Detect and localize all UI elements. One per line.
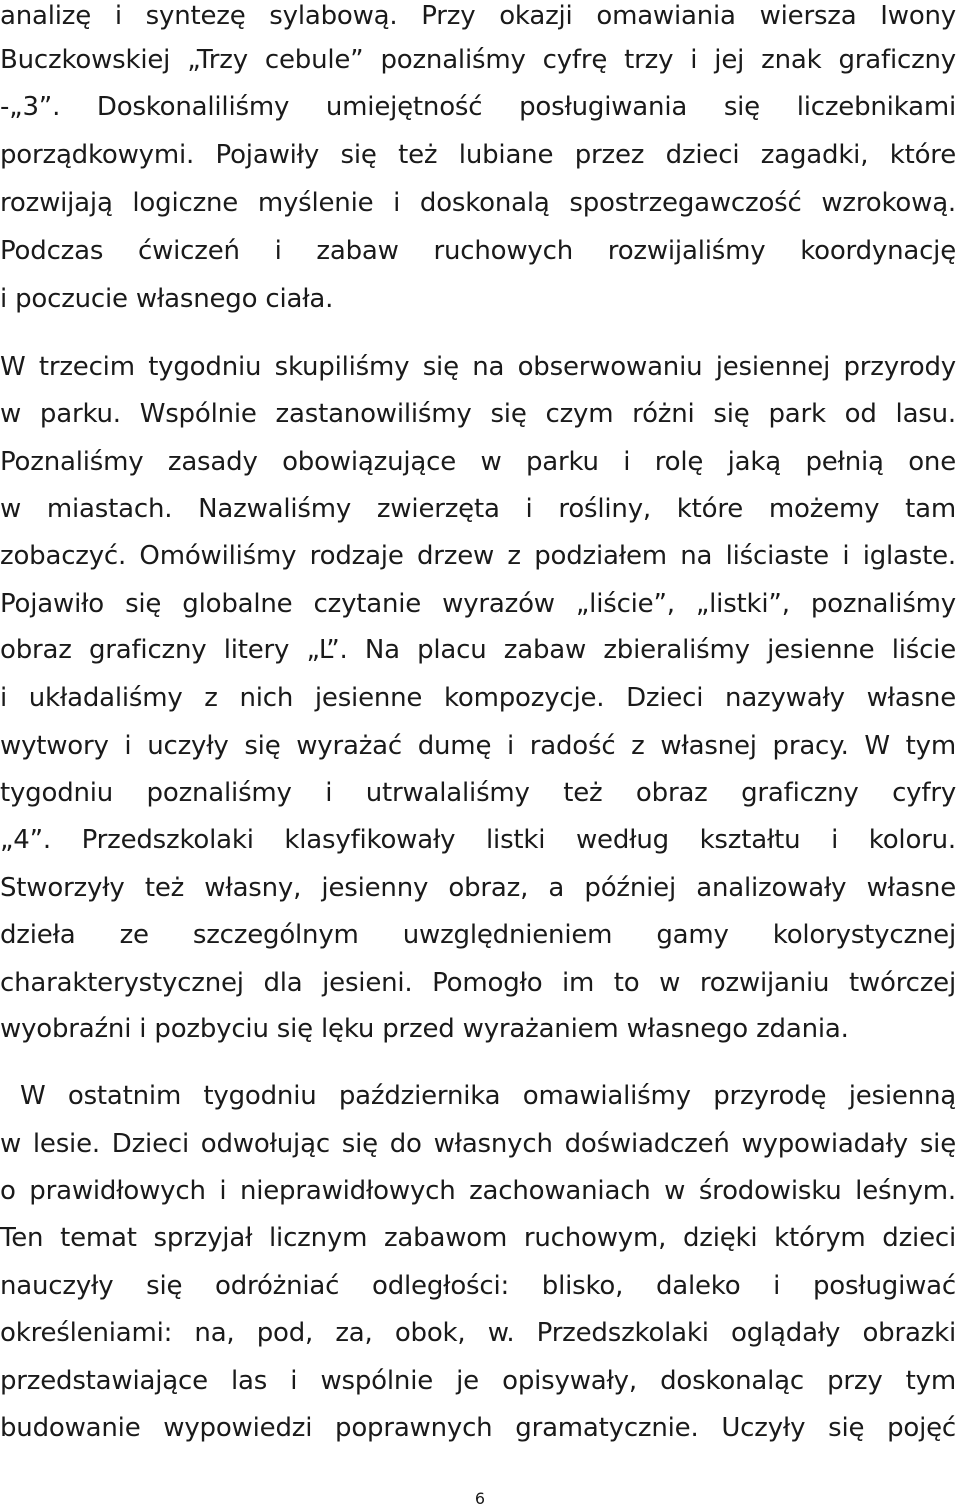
text-line: Ten temat sprzyjał licznym zabawom ruchowym, dzięki którym dzieci (0, 1223, 956, 1253)
text-line: „4”. Przedszkolaki klasyfikowały listki według kształtu i koloru. (0, 825, 956, 855)
text-line: Podczas ćwiczeń i zabaw ruchowych rozwijaliśmy koordynację (0, 236, 956, 266)
text-line: rozwijają logiczne myślenie i doskonalą spostrzegawczość wzrokową. (0, 188, 956, 218)
text-line: Poznaliśmy zasady obowiązujące w parku i rolę jaką pełnią one (0, 447, 956, 477)
text-line: W ostatnim tygodniu października omawialiśmy przyrodę jesienną (20, 1081, 956, 1111)
text-line: określeniami: na, pod, za, obok, w. Przedszkolaki oglądały obrazki (0, 1318, 956, 1348)
text-line: nauczyły się odróżniać odległości: blisko, daleko i posługiwać (0, 1271, 956, 1301)
text-line: przedstawiające las i wspólnie je opisywały, doskonaląc przy tym (0, 1366, 956, 1396)
text-line: budowanie wypowiedzi poprawnych gramatycznie. Uczyły się pojęć (0, 1413, 956, 1443)
text-line: wyobraźni i pozbyciu się lęku przed wyrażaniem własnego zdania. (0, 1014, 849, 1044)
text-line: w miastach. Nazwaliśmy zwierzęta i rośliny, które możemy tam (0, 494, 956, 524)
text-line: porządkowymi. Pojawiły się też lubiane przez dzieci zagadki, które (0, 140, 956, 170)
text-line: o prawidłowych i nieprawidłowych zachowaniach w środowisku leśnym. (0, 1176, 956, 1206)
text-line: Pojawiło się globalne czytanie wyrazów „liście”, „listki”, poznaliśmy (0, 589, 956, 619)
text-line: -„3”. Doskonaliliśmy umiejętność posługiwania się liczebnikami (0, 92, 956, 122)
text-line: zobaczyć. Omówiliśmy rodzaje drzew z podziałem na liściaste i iglaste. (0, 541, 956, 571)
text-line: w lesie. Dzieci odwołując się do własnych doświadczeń wypowiadały się (0, 1129, 956, 1159)
text-line: Buczkowskiej „Trzy cebule” poznaliśmy cyfrę trzy i jej znak graficzny (0, 45, 956, 75)
text-line: dzieła ze szczególnym uwzględnieniem gamy kolorystycznej (0, 920, 956, 950)
text-line: Stworzyły też własny, jesienny obraz, a później analizowały własne (0, 873, 956, 903)
text-line: tygodniu poznaliśmy i utrwalaliśmy też obraz graficzny cyfry (0, 778, 956, 808)
text-line: i poczucie własnego ciała. (0, 284, 334, 314)
text-line: charakterystycznej dla jesieni. Pomogło im to w rozwijaniu twórczej (0, 968, 956, 998)
text-line: W trzecim tygodniu skupiliśmy się na obserwowaniu jesiennej przyrody (0, 352, 956, 382)
text-line: i układaliśmy z nich jesienne kompozycje. Dzieci nazywały własne (0, 683, 956, 713)
text-line: w parku. Wspólnie zastanowiliśmy się czym różni się park od lasu. (0, 399, 956, 429)
text-line: analizę i syntezę sylabową. Przy okazji omawiania wiersza Iwony (0, 1, 956, 31)
text-line: obraz graficzny litery „L”. Na placu zabaw zbieraliśmy jesienne liście (0, 635, 956, 665)
text-line: wytwory i uczyły się wyrażać dumę i radość z własnej pracy. W tym (0, 731, 956, 761)
page-number: 6 (474, 1489, 486, 1508)
